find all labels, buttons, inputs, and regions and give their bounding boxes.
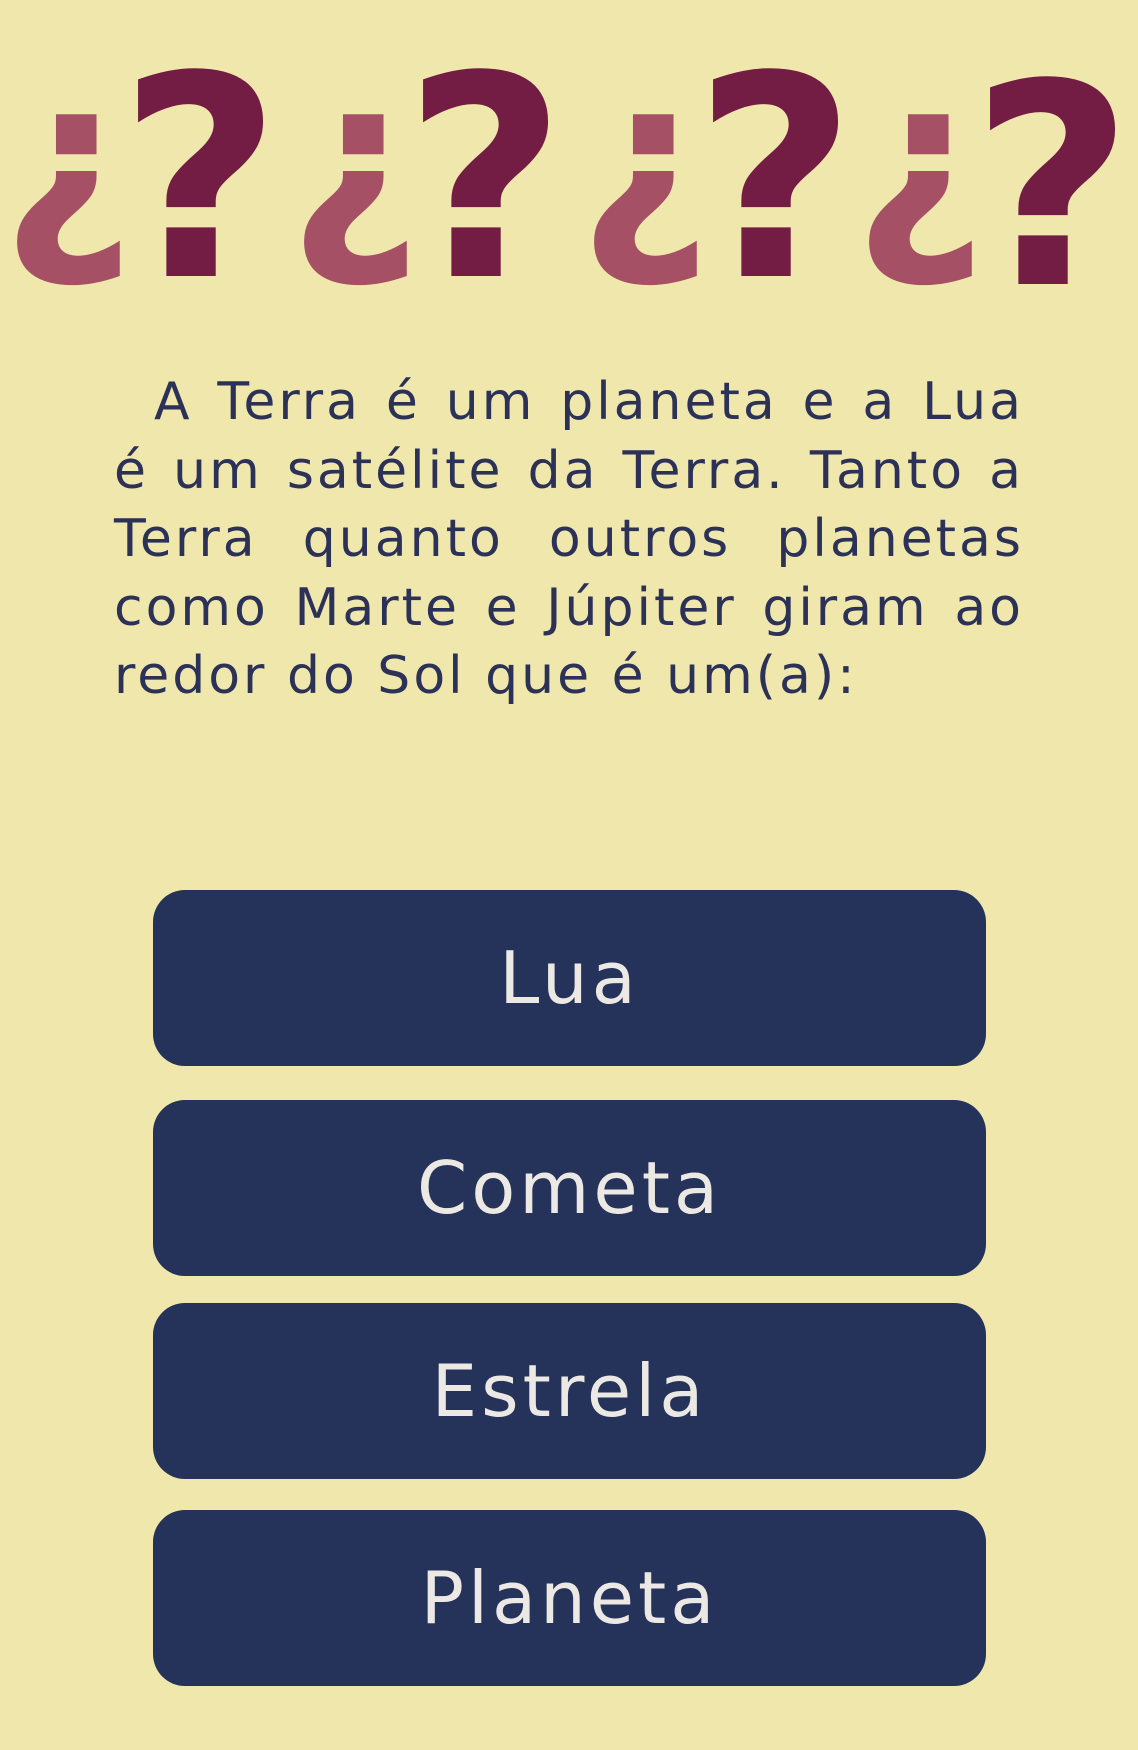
question-text: A Terra é um planeta e a Lua é um satélite da Terra. Tanto a Terra quanto outros planetas como Marte e Júpiter giram ao redor do Sol que é um(a): (114, 372, 1024, 706)
inverted-question-mark-icon: ¿ (578, 40, 712, 295)
question-mark-icon: ? (693, 40, 857, 320)
answer-option-planeta[interactable]: Planeta (153, 1510, 986, 1686)
answer-option-lua[interactable]: Lua (153, 890, 986, 1066)
question-mark-icon: ? (118, 40, 282, 320)
inverted-question-mark-icon: ¿ (288, 40, 422, 295)
inverted-question-mark-icon: ¿ (1, 40, 135, 295)
question-mark-icon: ? (403, 40, 567, 320)
inverted-question-mark-icon: ¿ (853, 40, 987, 295)
answer-option-cometa[interactable]: Cometa (153, 1100, 986, 1276)
answer-option-estrela[interactable]: Estrela (153, 1303, 986, 1479)
question-marks-decoration (0, 40, 1138, 320)
question-mark-icon: ? (970, 40, 1134, 320)
question-marks-banner (0, 40, 1138, 320)
